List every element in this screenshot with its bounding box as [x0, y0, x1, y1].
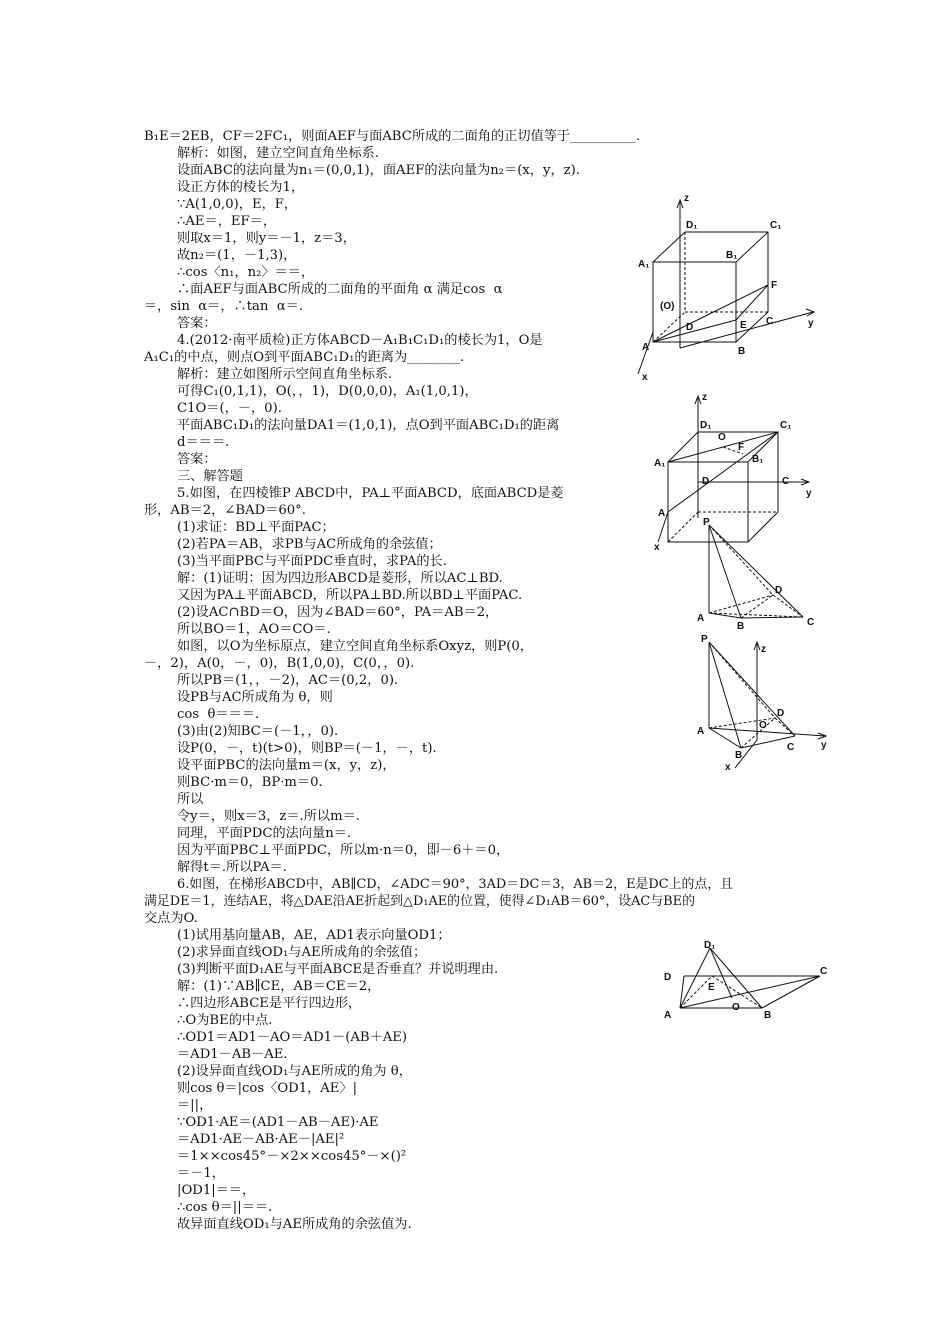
- figure-label: y: [821, 740, 827, 751]
- text-line: ＝||，: [177, 1098, 213, 1113]
- text-line: ∵OD1·AE＝(AD1－AB－AE)·AE: [177, 1115, 379, 1130]
- figure-label: B: [764, 1010, 772, 1020]
- figure-label: D: [775, 585, 783, 596]
- text-line: ＝，sin α＝，∴tan α＝.: [144, 299, 304, 314]
- text-line: 解析：建立如图所示空间直角坐标系.: [177, 367, 393, 382]
- text-line: 6.如图，在梯形ABCD中，AB∥CD，∠ADC＝90°，3AD＝DC＝3，AB＝2，E是DC上的点，且: [177, 877, 734, 892]
- text-line: 同理，平面PDC的法向量n＝.: [177, 826, 352, 841]
- text-line: 形，AB＝2，∠BAD＝60°.: [144, 503, 306, 518]
- figure-label: A: [658, 508, 666, 519]
- text-line: 所以PB＝(1，，－2)，AC＝(0,2，0).: [177, 673, 399, 688]
- text-line: ∴AE＝，EF＝，: [177, 214, 277, 229]
- text-line: 5.如图，在四棱锥P ABCD中，PA⊥平面ABCD，底面ABCD是菱: [177, 486, 564, 501]
- figure-label: C₁: [770, 220, 782, 231]
- text-line: 如图，以O为坐标原点，建立空间直角坐标系Oxyz，则P(0，: [177, 639, 533, 654]
- text-line: (1)求证：BD⊥平面PAC；: [177, 520, 335, 535]
- text-line: 解：(1)∵AB∥CE，AB＝CE＝2，: [177, 979, 381, 994]
- figure-label: y: [806, 488, 812, 499]
- text-line: (2)求异面直线OD₁与AE所成角的余弦值；: [177, 945, 427, 960]
- figure-label: D₁: [686, 220, 698, 231]
- figure-label: F: [738, 442, 745, 453]
- text-line: |OD1|＝＝，: [177, 1183, 256, 1198]
- text-line: 设P(0，－，t)(t>0)，则BP＝(－1，－，t).: [177, 741, 437, 756]
- text-line: C1O＝(，－，0).: [177, 401, 282, 416]
- text-line: B₁E＝2EB，CF＝2FC₁，则面AEF与面ABC所成的二面角的正切值等于__________.: [144, 129, 641, 144]
- text-line: d＝＝＝.: [177, 435, 230, 450]
- text-line: 所以: [177, 792, 204, 807]
- figure-label: A: [697, 613, 705, 624]
- figure-label: A₁: [638, 259, 650, 270]
- figure-label: E: [708, 982, 715, 993]
- text-line: ∴O为BE的中点.: [177, 1013, 273, 1028]
- figure-label: D: [664, 972, 672, 983]
- text-line: 令y＝，则x＝3，z＝.所以m＝.: [177, 809, 360, 824]
- figure-label: B₁: [726, 250, 738, 261]
- figure-label: B: [735, 750, 743, 761]
- text-line: 所以BO＝1，AO＝CO＝.: [177, 622, 331, 637]
- text-line: 设PB与AC所成角为 θ，则: [177, 690, 333, 705]
- text-line: ∴cos〈n₁，n₂〉＝＝，: [177, 265, 315, 280]
- figure-label: x: [654, 542, 660, 552]
- figure-label: z: [684, 193, 689, 204]
- section-heading: 三、解答题: [177, 469, 243, 484]
- figure-label: A: [664, 1010, 672, 1020]
- figure-label: A₁: [654, 458, 666, 469]
- figure-label: O: [732, 1002, 740, 1013]
- text-line: 设平面PBC的法向量m＝(x，y，z)，: [177, 758, 396, 773]
- figure-label: x: [725, 762, 731, 773]
- text-line: ＝－1，: [177, 1166, 225, 1181]
- text-line: (3)由(2)知BC＝(－1，，0).: [177, 724, 339, 739]
- figure-label: F: [771, 280, 778, 291]
- figure-label: B: [738, 346, 746, 357]
- text-line: cos θ＝＝＝.: [177, 707, 260, 722]
- figure-label: B₁: [752, 454, 764, 465]
- figure-label: (O): [660, 301, 675, 312]
- text-line: 4.(2012·南平质检)正方体ABCD－A₁B₁C₁D₁的棱长为1，O是: [177, 333, 543, 348]
- text-line: 因为平面PBC⊥平面PDC，所以m·n＝0，即－6＋＝0，: [177, 843, 510, 858]
- text-line: 满足DE＝1，连结AE，将△DAE沿AE折起到△D₁AE的位置，使得∠D₁AB＝60°，设AC与BE的: [144, 894, 695, 909]
- text-line: ＝AD1－AB－AE.: [177, 1047, 288, 1062]
- figure-label: O: [759, 720, 767, 731]
- text-line: ∴cos θ＝||＝＝.: [177, 1200, 273, 1215]
- text-line: 又因为PA⊥平面ABCD，所以PA⊥BD.所以BD⊥平面PAC.: [177, 588, 523, 603]
- figure-label: x: [642, 372, 648, 382]
- text-line: 故n₂＝(1，－1,3)，: [177, 248, 297, 263]
- text-line: (1)试用基向量AB，AE，AD1表示向量OD1；: [177, 928, 451, 943]
- text-line: 则BC·m＝0，BP·m＝0.: [177, 775, 323, 790]
- figure-label: z: [702, 392, 707, 403]
- figure-label: C₁: [780, 420, 792, 431]
- text-line: ＝1××cos45°－×2××cos45°－×()²: [177, 1149, 407, 1164]
- figure-label: C: [807, 617, 815, 628]
- figure-label: A: [697, 726, 705, 737]
- text-line: ∴OD1＝AD1－AO＝AD1－(AB＋AE): [177, 1030, 408, 1045]
- figure-label: P: [703, 517, 710, 528]
- text-line: (3)判断平面D₁AE与平面ABCE是否垂直？并说明理由.: [177, 962, 499, 977]
- figure-label: B: [737, 621, 745, 630]
- text-line: 设面ABC的法向量为n₁＝(0,0,1)，面AEF的法向量为n₂＝(x，y，z).: [177, 163, 580, 178]
- text-line: ∵A(1,0,0)，E，F，: [177, 197, 298, 212]
- text-line: ＝AD1·AE－AB·AE－|AE|²: [177, 1132, 345, 1147]
- text-line: 解得t＝.所以PA＝.: [177, 860, 287, 875]
- figure-label: y: [808, 318, 814, 329]
- figure-label: P: [701, 634, 708, 645]
- pyramid-figure-2: [695, 628, 830, 773]
- text-line: 答案：: [177, 452, 217, 467]
- figure-label: E: [740, 320, 747, 331]
- text-line: ∴面AEF与面ABC所成的二面角的平面角 α 满足cos α: [177, 282, 503, 297]
- text-line: A₁C₁的中点，则点O到平面ABC₁D₁的距离为________.: [144, 350, 465, 365]
- text-line: 答案：: [177, 316, 217, 331]
- figure-label: C: [766, 316, 774, 327]
- text-line: 平面ABC₁D₁的法向量DA1＝(1,0,1)，点O到平面ABC₁D₁的距离: [177, 418, 560, 433]
- text-line: 则取x＝1，则y＝－1，z＝3，: [177, 231, 356, 246]
- figure-label: D₁: [700, 420, 712, 431]
- figure-label: D: [686, 322, 694, 333]
- text-line: 解析：如图，建立空间直角坐标系.: [177, 146, 380, 161]
- text-line: (2)设AC∩BD＝O，因为∠BAD＝60°，PA＝AB＝2，: [177, 605, 499, 620]
- figure-label: O: [718, 432, 726, 443]
- text-line: 则cos θ＝|cos〈OD1，AE〉|: [177, 1081, 358, 1096]
- text-line: (2)设异面直线OD₁与AE所成的角为 θ，: [177, 1064, 412, 1079]
- cube-figure-1: [628, 192, 818, 382]
- text-line: 交点为O.: [144, 911, 198, 926]
- text-line: －，2)，A(0，－，0)，B(1,0,0)，C(0，，0).: [144, 656, 415, 671]
- text-line: 故异面直线OD₁与AE所成角的余弦值为.: [177, 1217, 412, 1232]
- text-line: (2)若PA＝AB，求PB与AC所成角的余弦值；: [177, 537, 442, 552]
- pyramid-figure-1: [695, 515, 825, 630]
- text-line: ∴四边形ABCE是平行四边形，: [177, 996, 362, 1011]
- text-line: 可得C₁(0,1,1)，O(，，1)，D(0,0,0)，A₁(1,0,1)，: [177, 384, 478, 399]
- figure-label: D: [777, 708, 785, 719]
- figure-label: C: [782, 476, 790, 487]
- text-line: (3)当平面PBC与平面PDC垂直时，求PA的长.: [177, 554, 447, 569]
- figure-label: D: [702, 476, 710, 487]
- figure-label: C: [820, 966, 828, 977]
- figure-label: z: [761, 644, 766, 655]
- text-line: 解：(1)证明：因为四边形ABCD是菱形，所以AC⊥BD.: [177, 571, 503, 586]
- figure-label: A: [642, 342, 650, 353]
- figure-label: D₁: [704, 940, 716, 951]
- trapezoid-figure: [660, 938, 830, 1020]
- text-line: 设正方体的棱长为1，: [177, 180, 305, 195]
- figure-label: C: [787, 742, 795, 753]
